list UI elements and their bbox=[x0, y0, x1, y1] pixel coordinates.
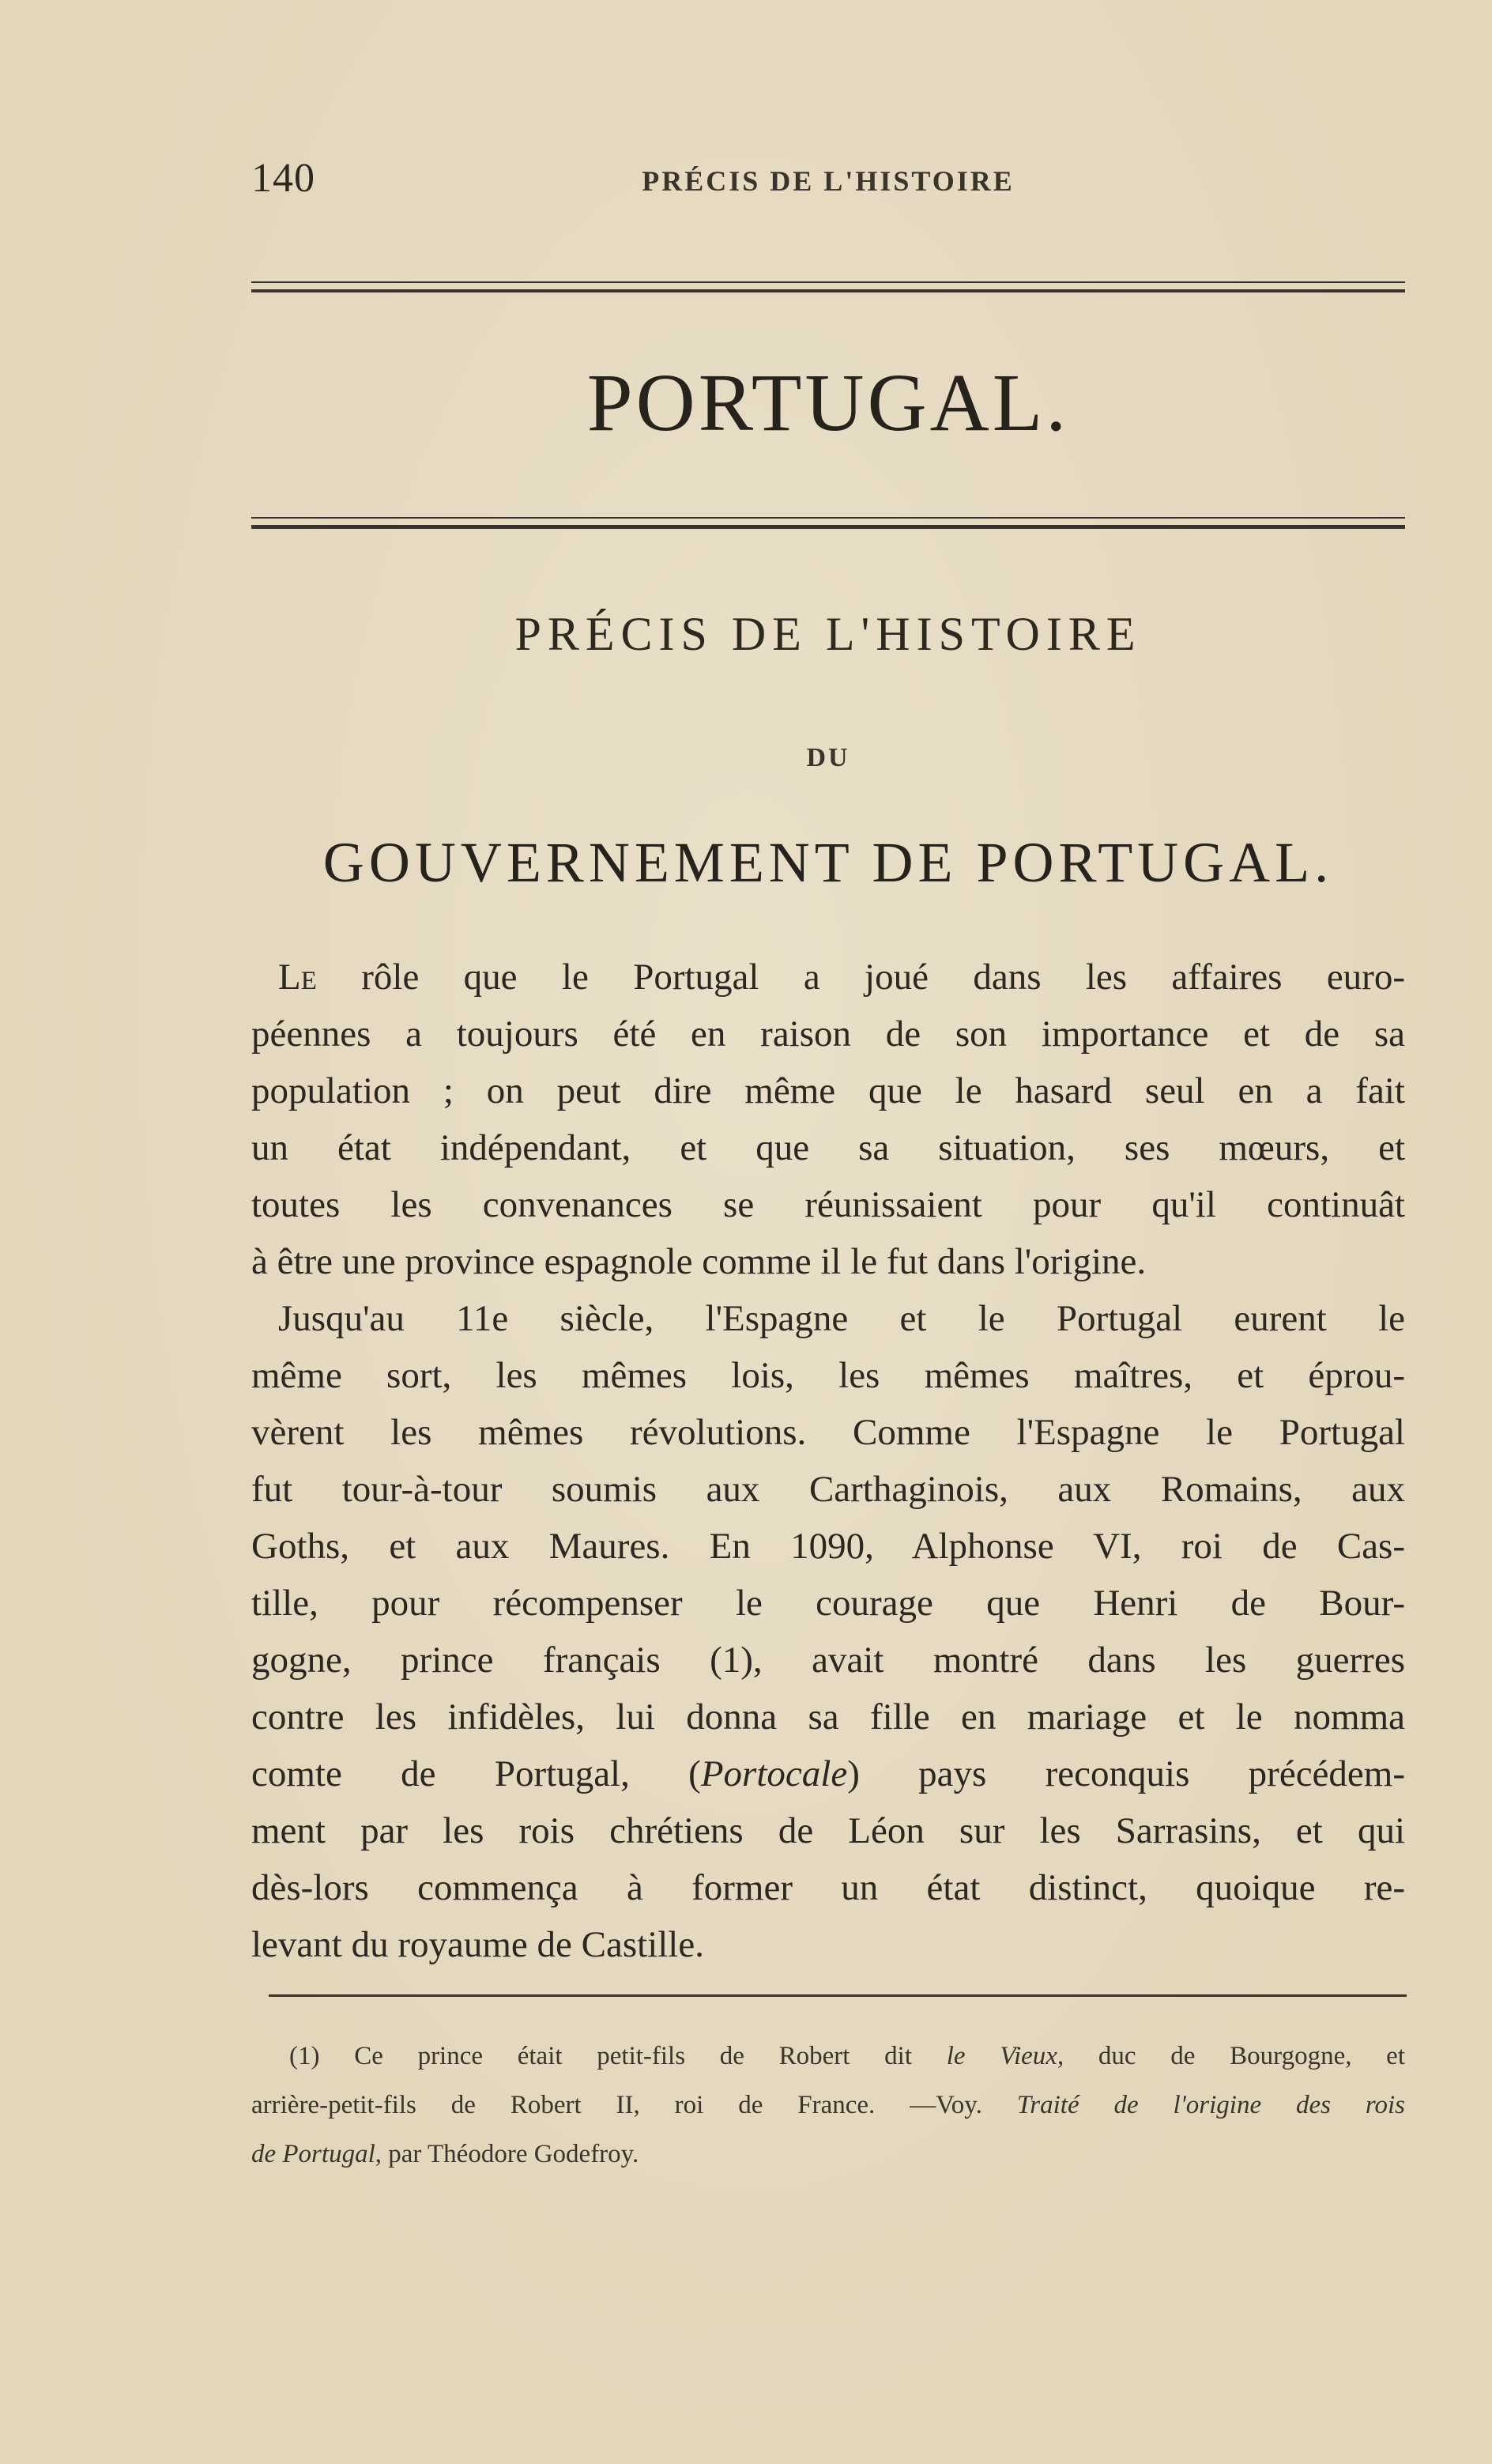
page-number: 140 bbox=[251, 156, 315, 201]
text-line: à être une province espagnole comme il le fut dans l'origine. bbox=[251, 1241, 1147, 1282]
line-text: ) pays reconquis précédem- bbox=[847, 1753, 1405, 1794]
text-line: dès-lors commença à former un état distinct, quoique re- bbox=[251, 1867, 1405, 1908]
italic-term: Portocale bbox=[700, 1753, 848, 1794]
text-line: gogne, prince français (1), avait montré dans les guerres bbox=[251, 1640, 1405, 1681]
text-line: vèrent les mêmes révolutions. Comme l'Espagne le Portugal bbox=[251, 1412, 1405, 1453]
footnote-line bbox=[251, 2130, 1405, 2179]
line-text: arrière-petit-fils de Robert II, roi de France. —Voy. bbox=[251, 2091, 1017, 2119]
top-rule-thick bbox=[251, 289, 1405, 292]
section-du: DU bbox=[806, 743, 850, 772]
running-head: PRÉCIS DE L'HISTOIRE bbox=[642, 165, 1015, 197]
text-line: péennes a toujours été en raison de son importance et de sa bbox=[251, 1013, 1405, 1055]
italic-term: Traité de l'origine des rois bbox=[1016, 2091, 1405, 2119]
body-text bbox=[251, 949, 1405, 1973]
page-header bbox=[251, 155, 1405, 210]
footnote-line bbox=[251, 2081, 1405, 2130]
text-line: contre les infidèles, lui donna sa fille en mariage et le nomma bbox=[251, 1696, 1405, 1738]
line-text: , duc de Bourgogne, et bbox=[1057, 2042, 1405, 2070]
italic-term: de Portugal bbox=[251, 2140, 375, 2168]
line-text: rôle que le Portugal a joué dans les affaires euro- bbox=[316, 957, 1405, 998]
text-line: fut tour-à-tour soumis aux Carthaginois, aux Romains, aux bbox=[251, 1469, 1405, 1510]
top-rule-thin bbox=[251, 281, 1405, 283]
text-line: levant du royaume de Castille. bbox=[251, 1924, 704, 1965]
italic-term: le Vieux bbox=[946, 2042, 1057, 2070]
text-line bbox=[251, 1745, 1405, 1802]
mid-rule-thin bbox=[251, 517, 1405, 519]
mid-rule-thick bbox=[251, 525, 1405, 529]
text-line: Goths, et aux Maures. En 1090, Alphonse VI, roi de Cas- bbox=[251, 1526, 1405, 1567]
chapter-title: PORTUGAL. bbox=[586, 357, 1070, 448]
footnote-line bbox=[251, 2032, 1405, 2081]
text-line: ment par les rois chrétiens de Léon sur les Sarrasins, et qui bbox=[251, 1810, 1405, 1851]
footnote bbox=[251, 2032, 1405, 2179]
text-line: toutes les convenances se réunissaient pour qu'il continuât bbox=[251, 1184, 1405, 1225]
section-title: PRÉCIS DE L'HISTOIRE bbox=[514, 608, 1142, 660]
text-line: Jusqu'au 11e siècle, l'Espagne et le Portugal eurent le bbox=[278, 1298, 1405, 1339]
lead-word: Le bbox=[278, 957, 317, 998]
text-line: un état indépendant, et que sa situation, ses mœurs, et bbox=[251, 1127, 1405, 1168]
section-subtitle: GOUVERNEMENT DE PORTUGAL. bbox=[322, 831, 1334, 894]
text-line bbox=[251, 949, 1405, 1006]
text-line: tille, pour récompenser le courage que Henri de Bour- bbox=[251, 1583, 1405, 1624]
line-text: , par Théodore Godefroy. bbox=[375, 2140, 639, 2168]
text-line: même sort, les mêmes lois, les mêmes maîtres, et éprou- bbox=[251, 1355, 1405, 1396]
line-text: comte de Portugal, ( bbox=[251, 1753, 701, 1794]
text-line: population ; on peut dire même que le hasard seul en a fait bbox=[251, 1070, 1405, 1111]
footnote-rule bbox=[269, 1994, 1407, 1997]
line-text: (1) Ce prince était petit-fils de Robert dit bbox=[289, 2042, 947, 2070]
